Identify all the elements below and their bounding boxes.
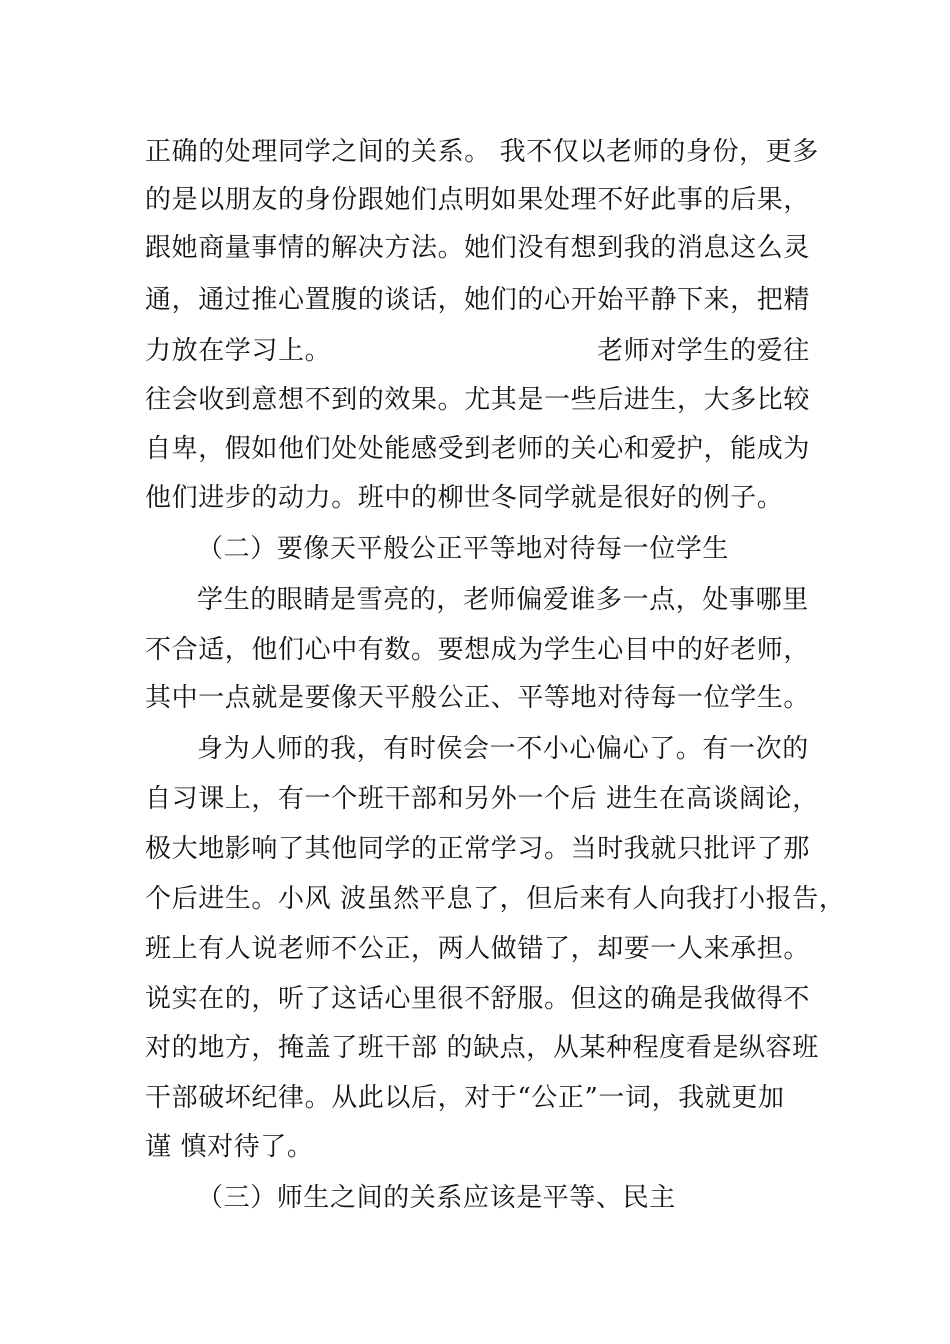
- paragraph-3-line-4: 个后进生。小风 波虽然平息了，但后来有人向我打小报告，: [145, 884, 846, 914]
- text-line-5-continuation: 老师对学生的爱往: [597, 336, 810, 366]
- section-heading-2: （二）要像天平般公正平等地对待每一位学生: [197, 534, 730, 564]
- paragraph-3-line-7: 对的地方，掩盖了班干部 的缺点，从某种程度看是纵容班: [145, 1033, 819, 1063]
- paragraph-3-line-3: 极大地影响了其他同学的正常学习。当时我就只批评了那: [145, 834, 811, 864]
- paragraph-3-line-1: 身为人师的我，有时侯会一不小心偏心了。有一次的: [197, 734, 809, 764]
- text-line-6: 往会收到意想不到的效果。尤其是一些后进生，大多比较: [145, 385, 811, 415]
- text-line-2: 的是以朋友的身份跟她们点明如果处理不好此事的后果，: [145, 185, 811, 215]
- text-line-1: 正确的处理同学之间的关系。 我不仅以老师的身份，更多: [145, 137, 819, 167]
- text-line-4: 通，通过推心置腹的谈话，她们的心开始平静下来，把精: [145, 285, 811, 315]
- section-heading-3: （三）师生之间的关系应该是平等、民主: [197, 1183, 676, 1213]
- paragraph-3-line-2: 自习课上，有一个班干部和另外一个后 进生在高谈阔论，: [145, 784, 819, 814]
- paragraph-2-line-1: 学生的眼睛是雪亮的，老师偏爱谁多一点，处事哪里: [197, 585, 809, 615]
- paragraph-3-line-5: 班上有人说老师不公正，两人做错了，却要一人来承担。: [145, 934, 811, 964]
- paragraph-3-line-6: 说实在的，听了这话心里很不舒服。但这的确是我做得不: [145, 984, 811, 1014]
- text-line-7: 自卑，假如他们处处能感受到老师的关心和爱护，能成为: [145, 434, 811, 464]
- paragraph-3-line-9: 谨 慎对待了。: [145, 1132, 314, 1162]
- text-line-8: 他们进步的动力。班中的柳世冬同学就是很好的例子。: [145, 483, 784, 513]
- text-line-3: 跟她商量事情的解决方法。她们没有想到我的消息这么灵: [145, 233, 811, 263]
- paragraph-2-line-3: 其中一点就是要像天平般公正、平等地对待每一位学生。: [145, 683, 811, 713]
- paragraph-3-line-8: 干部破坏纪律。从此以后，对于“公正”一词，我就更加: [145, 1083, 785, 1113]
- text-line-5: 力放在学习上。: [145, 336, 332, 366]
- paragraph-2-line-2: 不合适，他们心中有数。要想成为学生心目中的好老师，: [145, 635, 811, 665]
